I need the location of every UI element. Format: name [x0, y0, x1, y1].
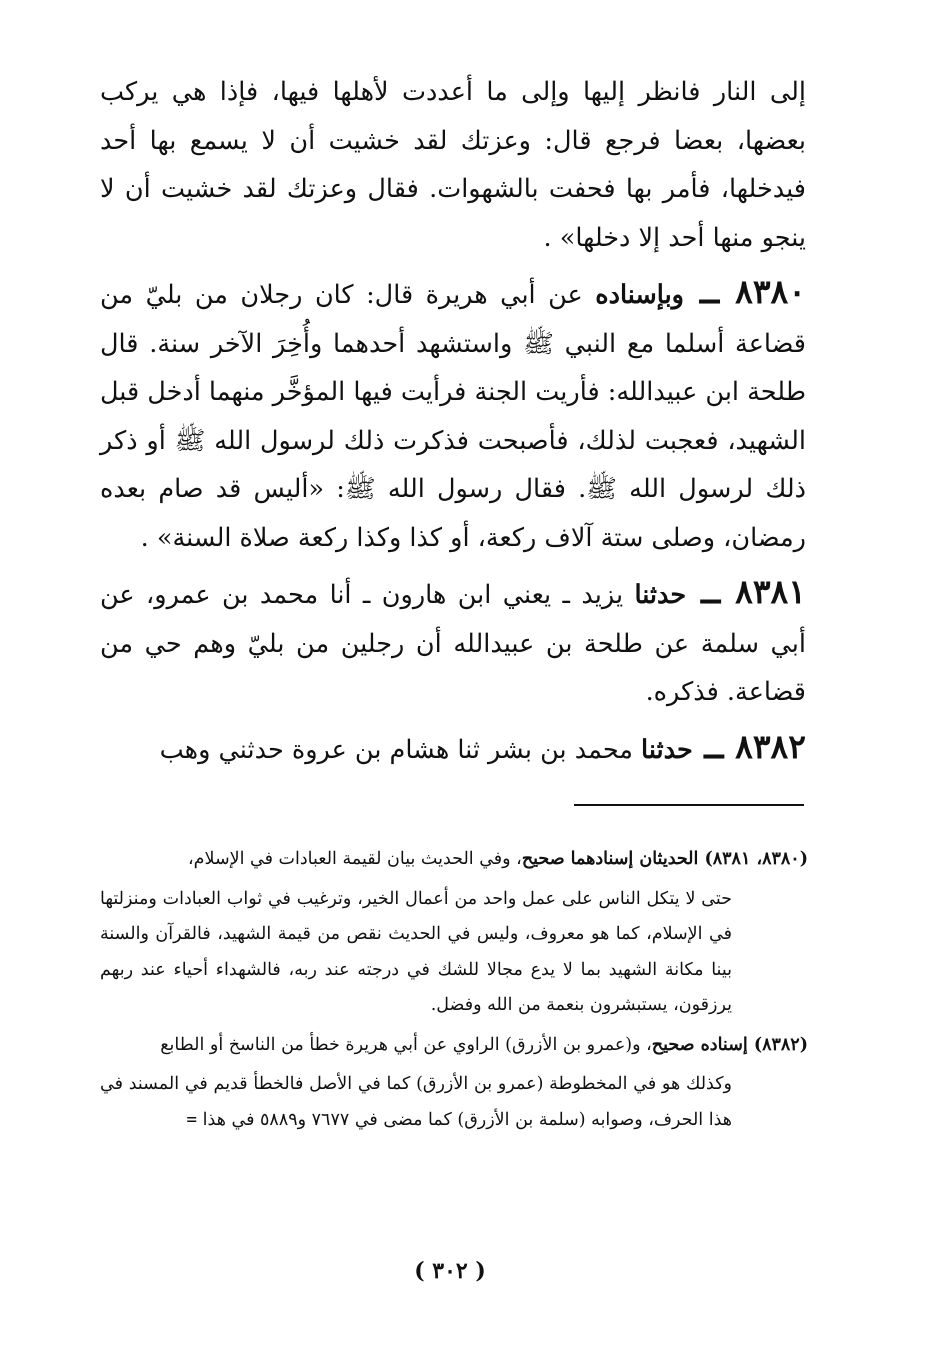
page-number: ( ٣٠٢ ) — [414, 1258, 486, 1284]
hadith-lead: حدثنا — [634, 580, 687, 610]
footnote-ref: (٨٣٨٠، ٨٣٨١) — [704, 849, 808, 869]
footnotes — [100, 842, 808, 1138]
footnote-first-line: ، وفي الحديث بيان لقيمة العبادات في الإسلام، — [188, 849, 522, 869]
hadith-lead: وبإسناده — [595, 280, 684, 310]
main-text — [100, 68, 806, 774]
hadith-8380 — [100, 268, 806, 562]
footnote-body: حتى لا يتكل الناس على عمل واحد من أعمال الخير، وترغيب في ثواب العبادات ومنزلتها في الإسلام، كما هو معروف، وليس في الحديث نقص من قيمة الشهيد، فالقرآن والسنة بينا مكانة الشهيد بما لا يدع مجالا للشك في درجته عند ربه، فالشهداء أحياء عند ربهم يرزقون، يستبشرون بنعمة من الله وفضل. — [100, 888, 732, 1015]
hadith-8381 — [100, 568, 806, 717]
footnote-rest: وكذلك هو في المخطوطة (عمرو بن الأزرق) كما في الأصل فالخطأ قديم في المسند في هذا الحرف، وصوابه (سلمة بن الأزرق) كما مضى في ٧٦٧٧ و٥٨٨٩ في هذا — [100, 1074, 732, 1130]
hadith-text: يزيد ـ يعني ابن هارون ـ أنا محمد بن عمرو، عن أبي سلمة عن طلحة بن عبيدالله أن رجلين من بليّ وهم حي من قضاعة. فذكره. — [100, 580, 806, 707]
hadith-dash: ــ — [692, 726, 736, 766]
footnote-8382 — [100, 1028, 808, 1064]
footnote-separator — [574, 804, 804, 806]
hadith-dash: ــ — [686, 572, 736, 611]
hadith-lead: حدثنا — [641, 734, 693, 765]
intro-paragraph: إلى النار فانظر إليها وإلى ما أعددت لأهلها فيها، فإذا هي يركب بعضها، بعضا فرجع قال: وعزتك لقد خشيت أن لا يسمع بها أحد فيدخلها، فأمر بها فحفت بالشهوات. فقال وعزتك لقد خشيت أن لا ينجو منها أحد إلا دخلها» . — [100, 77, 806, 253]
footnote-8380-8381 — [100, 842, 808, 878]
footnote-lead: إسناده صحيح — [651, 1034, 754, 1055]
footnote-first-line: ، و(عمرو بن الأزرق) الراوي عن أبي هريرة خطأ من الناسخ أو الطابع — [160, 1034, 652, 1055]
hadith-8382 — [100, 723, 806, 775]
footnote-lead: الحديثان إسنادهما صحيح — [521, 849, 705, 869]
hadith-number: ٨٣٨٠ — [735, 272, 806, 311]
hadith-number: ٨٣٨١ — [735, 572, 806, 611]
hadith-number: ٨٣٨٢ — [735, 726, 806, 766]
hadith-text: عن أبي هريرة قال: كان رجلان من بليّ من قضاعة أسلما مع النبي ﷺ واستشهد أحدهما وأُخِرَ الآخر سنة. قال طلحة ابن عبيدالله: فأريت الجنة فرأيت فيها المؤخَّر منهما أدخل قبل الشهيد، فعجبت لذلك، فأصبحت فذكرت ذلك لرسول الله ﷺ أو ذكر ذلك لرسول الله ﷺ. فقال رسول الله ﷺ: «أليس قد صام بعده رمضان، وصلى ستة آلاف ركعة، أو كذا وكذا ركعة صلاة السنة» . — [100, 280, 806, 553]
hadith-dash: ــ — [683, 272, 736, 311]
hadith-text: محمد بن بشر ثنا هشام بن عروة حدثني وهب — [159, 734, 642, 765]
continuation-mark: = — [186, 1109, 198, 1130]
footnote-body — [100, 1067, 808, 1138]
footnote-ref: (٨٣٨٢) — [753, 1034, 808, 1055]
